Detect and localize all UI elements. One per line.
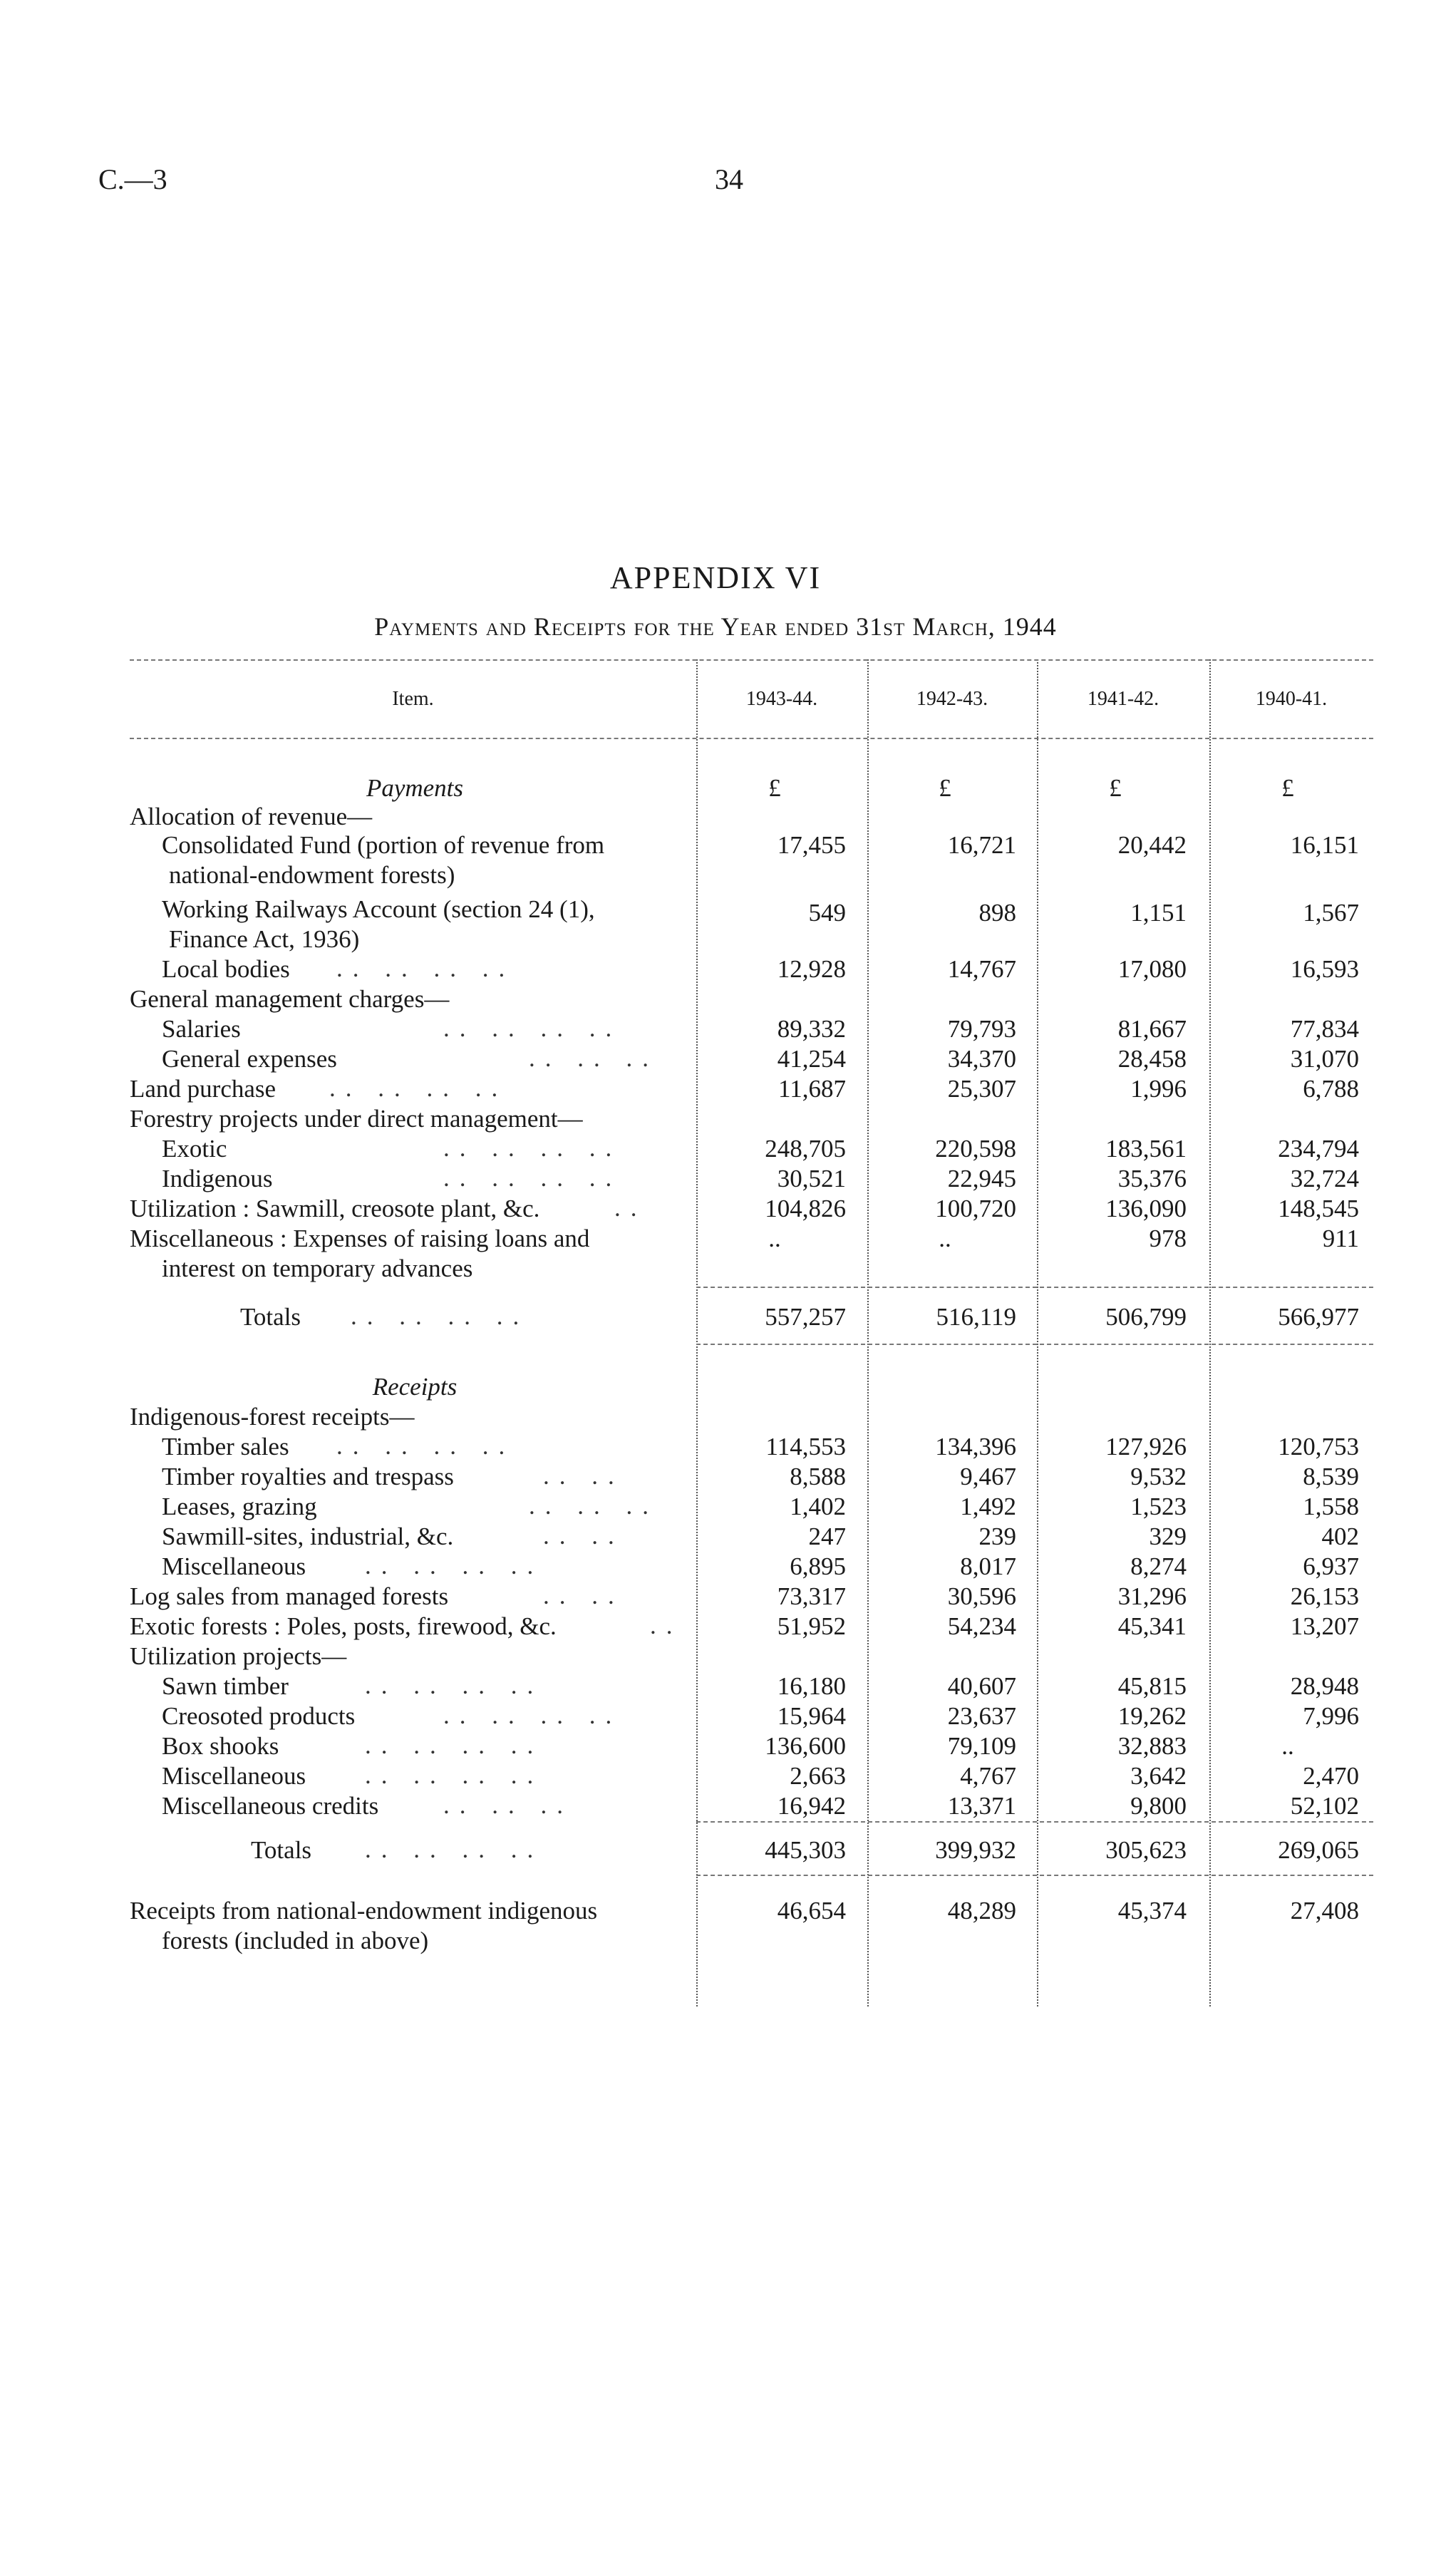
value-cell: 136,600: [765, 1732, 846, 1760]
value-cell: 40,607: [947, 1672, 1016, 1700]
value-cell: 35,376: [1117, 1165, 1187, 1192]
value-cell: 79,793: [947, 1015, 1016, 1043]
totals-rule-bottom: [696, 1344, 1373, 1345]
row-label-miscellaneous-loans: Miscellaneous : Expenses of raising loans and: [130, 1225, 590, 1252]
value-cell: 1,996: [1130, 1075, 1187, 1103]
leader-dots: .. .. ..: [443, 1791, 573, 1819]
table-subtitle: Payments and Receipts for the Year ended 31st March, 1944: [374, 612, 1057, 641]
receipts-totals-rule-top: [696, 1821, 1373, 1823]
value-cell: 127,926: [1105, 1433, 1187, 1460]
leader-dots: .. ..: [543, 1582, 624, 1609]
leader-dots: .. .. .. ..: [443, 1701, 622, 1729]
value-cell: 7,996: [1303, 1702, 1359, 1730]
section-label-payments: Payments: [366, 774, 464, 802]
value-cell: 549: [808, 899, 846, 927]
value-cell: 52,102: [1290, 1792, 1359, 1820]
row-label-sawn-timber: Sawn timber: [162, 1672, 289, 1700]
value-cell: 8,539: [1303, 1463, 1359, 1490]
leader-dots: ..: [614, 1194, 647, 1222]
payments-receipts-table: [130, 659, 1373, 2006]
row-label-box-shooks: Box shooks: [162, 1732, 279, 1760]
receipts-totals-rule-bottom: [696, 1875, 1373, 1876]
column-divider: [1037, 659, 1038, 2006]
row-label-continuation: national-endowment forests): [169, 861, 455, 889]
row-label-leases-grazing: Leases, grazing: [162, 1493, 317, 1520]
total-cell: 399,932: [935, 1836, 1016, 1864]
value-cell: 16,180: [777, 1672, 846, 1700]
column-header-item: Item.: [392, 688, 434, 710]
row-label-indigenous: Indigenous: [162, 1165, 273, 1192]
page-number: 34: [715, 163, 743, 195]
value-cell: 134,396: [935, 1433, 1016, 1460]
value-cell: 54,234: [947, 1612, 1016, 1640]
currency-symbol: £: [768, 774, 781, 802]
value-cell: 329: [1149, 1523, 1187, 1550]
value-cell: 27,408: [1290, 1897, 1359, 1925]
value-cell: 898: [978, 899, 1016, 927]
value-cell: ..: [939, 1225, 951, 1252]
value-cell: 51,952: [777, 1612, 846, 1640]
value-cell: 120,753: [1278, 1433, 1359, 1460]
leader-dots: .. .. .. ..: [365, 1731, 544, 1759]
value-cell: 32,883: [1117, 1732, 1187, 1760]
row-label-exotic: Exotic: [162, 1135, 227, 1163]
value-cell: 30,521: [777, 1165, 846, 1192]
document-code: C.—3: [98, 163, 167, 195]
value-cell: ..: [1281, 1732, 1294, 1760]
row-label-sawmill-sites: Sawmill-sites, industrial, &c.: [162, 1523, 454, 1550]
value-cell: 1,402: [790, 1493, 846, 1520]
row-label-allocation: Allocation of revenue—: [130, 803, 373, 830]
column-header-1942-43: 1942-43.: [916, 688, 988, 710]
row-label-miscellaneous-utilization: Miscellaneous: [162, 1762, 306, 1790]
value-cell: 13,371: [947, 1792, 1016, 1820]
row-label-forestry-projects: Forestry projects under direct management—: [130, 1105, 583, 1133]
totals-rule-top: [696, 1287, 1373, 1288]
row-label-miscellaneous-credits: Miscellaneous credits: [162, 1792, 379, 1820]
value-cell: 17,455: [777, 831, 846, 859]
row-label-consolidated-fund: Consolidated Fund (portion of revenue from: [162, 831, 605, 859]
value-cell: ..: [768, 1225, 781, 1252]
value-cell: 48,289: [947, 1897, 1016, 1925]
value-cell: 9,532: [1130, 1463, 1187, 1490]
header-rule: [130, 738, 1373, 739]
row-label-consolidated-fund-cont: [162, 860, 689, 890]
column-divider: [696, 659, 698, 2006]
total-cell: 305,623: [1105, 1836, 1187, 1864]
value-cell: 28,948: [1290, 1672, 1359, 1700]
value-cell: 911: [1322, 1225, 1359, 1252]
total-cell: 445,303: [765, 1836, 846, 1864]
value-cell: 41,254: [777, 1045, 846, 1073]
value-cell: 25,307: [947, 1075, 1016, 1103]
currency-symbol: £: [939, 774, 951, 802]
column-divider: [867, 659, 869, 2006]
value-cell: 100,720: [935, 1195, 1016, 1222]
value-cell: 14,767: [947, 955, 1016, 983]
value-cell: 45,374: [1117, 1897, 1187, 1925]
row-label-indigenous-receipts: Indigenous-forest receipts—: [130, 1403, 415, 1431]
value-cell: 402: [1321, 1523, 1359, 1550]
value-cell: 16,721: [947, 831, 1016, 859]
section-label-receipts: Receipts: [372, 1373, 458, 1401]
value-cell: 31,070: [1290, 1045, 1359, 1073]
row-label-working-railways-cont: [162, 924, 689, 954]
column-header-1941-42: 1941-42.: [1087, 688, 1159, 710]
leader-dots: .. .. .. ..: [443, 1134, 622, 1162]
leader-dots: .. .. .. ..: [365, 1671, 544, 1699]
value-cell: 220,598: [935, 1135, 1016, 1163]
value-cell: 1,567: [1303, 899, 1359, 927]
table-top-rule: [130, 659, 1373, 661]
row-label-log-sales: Log sales from managed forests: [130, 1582, 449, 1610]
total-cell: 566,977: [1278, 1303, 1359, 1331]
column-header-1940-41: 1940-41.: [1255, 688, 1328, 710]
value-cell: 16,151: [1290, 831, 1359, 859]
value-cell: 239: [978, 1523, 1016, 1550]
value-cell: 1,492: [960, 1493, 1016, 1520]
value-cell: 6,937: [1303, 1552, 1359, 1580]
totals-label-payments: Totals: [240, 1303, 301, 1331]
leader-dots: .. .. .. ..: [336, 954, 515, 982]
leader-dots: .. .. .. ..: [365, 1761, 544, 1789]
value-cell: 248,705: [765, 1135, 846, 1163]
leader-dots: .. ..: [543, 1522, 624, 1550]
row-label-timber-royalties: Timber royalties and trespass: [162, 1463, 454, 1490]
value-cell: 183,561: [1105, 1135, 1187, 1163]
total-cell: 516,119: [936, 1303, 1016, 1331]
value-cell: 6,788: [1303, 1075, 1359, 1103]
row-label-endowment-receipts: Receipts from national-endowment indigenous: [130, 1897, 598, 1925]
value-cell: 31,296: [1117, 1582, 1187, 1610]
row-label-miscellaneous-indigenous: Miscellaneous: [162, 1552, 306, 1580]
value-cell: 19,262: [1117, 1702, 1187, 1730]
value-cell: 4,767: [960, 1762, 1016, 1790]
value-cell: 104,826: [765, 1195, 846, 1222]
value-cell: 234,794: [1278, 1135, 1359, 1163]
value-cell: 28,458: [1117, 1045, 1187, 1073]
row-label-endowment-receipts-cont: forests (included in above): [162, 1927, 429, 1954]
leader-dots: .. .. .. ..: [336, 1432, 515, 1460]
value-cell: 46,654: [777, 1897, 846, 1925]
value-cell: 1,558: [1303, 1493, 1359, 1520]
value-cell: 16,942: [777, 1792, 846, 1820]
value-cell: 114,553: [765, 1433, 846, 1460]
appendix-title: APPENDIX VI: [609, 560, 822, 595]
value-cell: 8,588: [790, 1463, 846, 1490]
row-label-utilization: Utilization : Sawmill, creosote plant, &c.: [130, 1195, 540, 1222]
row-label-creosoted-products: Creosoted products: [162, 1702, 356, 1730]
value-cell: 978: [1149, 1225, 1187, 1252]
totals-label-receipts: Totals: [251, 1836, 312, 1864]
currency-symbol: £: [1281, 774, 1294, 802]
value-cell: 136,090: [1105, 1195, 1187, 1222]
row-label-utilization-projects: Utilization projects—: [130, 1642, 347, 1670]
value-cell: 9,467: [960, 1463, 1016, 1490]
row-label-salaries: Salaries: [162, 1015, 241, 1043]
value-cell: 11,687: [778, 1075, 846, 1103]
value-cell: 45,341: [1117, 1612, 1187, 1640]
value-cell: 89,332: [777, 1015, 846, 1043]
leader-dots: .. ..: [543, 1462, 624, 1490]
leader-dots: .. .. .. ..: [351, 1302, 529, 1330]
value-cell: 16,593: [1290, 955, 1359, 983]
value-cell: 9,800: [1130, 1792, 1187, 1820]
leader-dots: .. .. ..: [529, 1044, 658, 1072]
value-cell: 247: [808, 1523, 846, 1550]
value-cell: 32,724: [1290, 1165, 1359, 1192]
row-label-exotic-forests: Exotic forests : Poles, posts, firewood, &c.: [130, 1612, 557, 1640]
total-cell: 269,065: [1278, 1836, 1359, 1864]
column-header-1943-44: 1943-44.: [745, 688, 818, 710]
leader-dots: .. .. .. ..: [365, 1835, 544, 1863]
value-cell: 77,834: [1290, 1015, 1359, 1043]
value-cell: 15,964: [777, 1702, 846, 1730]
value-cell: 2,470: [1303, 1762, 1359, 1790]
total-cell: 557,257: [765, 1303, 846, 1331]
value-cell: 3,642: [1130, 1762, 1187, 1790]
row-label-land-purchase: Land purchase: [130, 1075, 277, 1103]
value-cell: 73,317: [777, 1582, 846, 1610]
leader-dots: ..: [650, 1612, 683, 1639]
row-label-continuation: Finance Act, 1936): [169, 925, 360, 953]
row-label-timber-sales: Timber sales: [162, 1433, 289, 1460]
value-cell: 148,545: [1278, 1195, 1359, 1222]
leader-dots: .. .. .. ..: [365, 1552, 544, 1580]
value-cell: 26,153: [1290, 1582, 1359, 1610]
value-cell: 1,523: [1130, 1493, 1187, 1520]
column-divider: [1209, 659, 1211, 2006]
value-cell: 6,895: [790, 1552, 846, 1580]
value-cell: 17,080: [1117, 955, 1187, 983]
value-cell: 20,442: [1117, 831, 1187, 859]
leader-dots: .. .. .. ..: [443, 1164, 622, 1192]
value-cell: 2,663: [790, 1762, 846, 1790]
row-label-general-management: General management charges—: [130, 985, 450, 1013]
row-label-local-bodies: Local bodies: [162, 955, 290, 983]
currency-symbol: £: [1109, 774, 1122, 802]
value-cell: 8,274: [1130, 1552, 1187, 1580]
value-cell: 30,596: [947, 1582, 1016, 1610]
value-cell: 45,815: [1117, 1672, 1187, 1700]
value-cell: 81,667: [1117, 1015, 1187, 1043]
value-cell: 8,017: [960, 1552, 1016, 1580]
row-label-working-railways: Working Railways Account (section 24 (1),: [162, 895, 595, 923]
value-cell: 22,945: [947, 1165, 1016, 1192]
leader-dots: .. .. .. ..: [443, 1014, 622, 1042]
total-cell: 506,799: [1105, 1303, 1187, 1331]
value-cell: 13,207: [1290, 1612, 1359, 1640]
leader-dots: .. .. .. ..: [329, 1074, 508, 1102]
row-label-general-expenses: General expenses: [162, 1045, 337, 1073]
value-cell: 23,637: [947, 1702, 1016, 1730]
value-cell: 12,928: [777, 955, 846, 983]
value-cell: 79,109: [947, 1732, 1016, 1760]
value-cell: 1,151: [1130, 899, 1187, 927]
leader-dots: .. .. ..: [529, 1492, 658, 1520]
row-label-miscellaneous-loans-cont: interest on temporary advances: [162, 1254, 473, 1282]
value-cell: 34,370: [947, 1045, 1016, 1073]
